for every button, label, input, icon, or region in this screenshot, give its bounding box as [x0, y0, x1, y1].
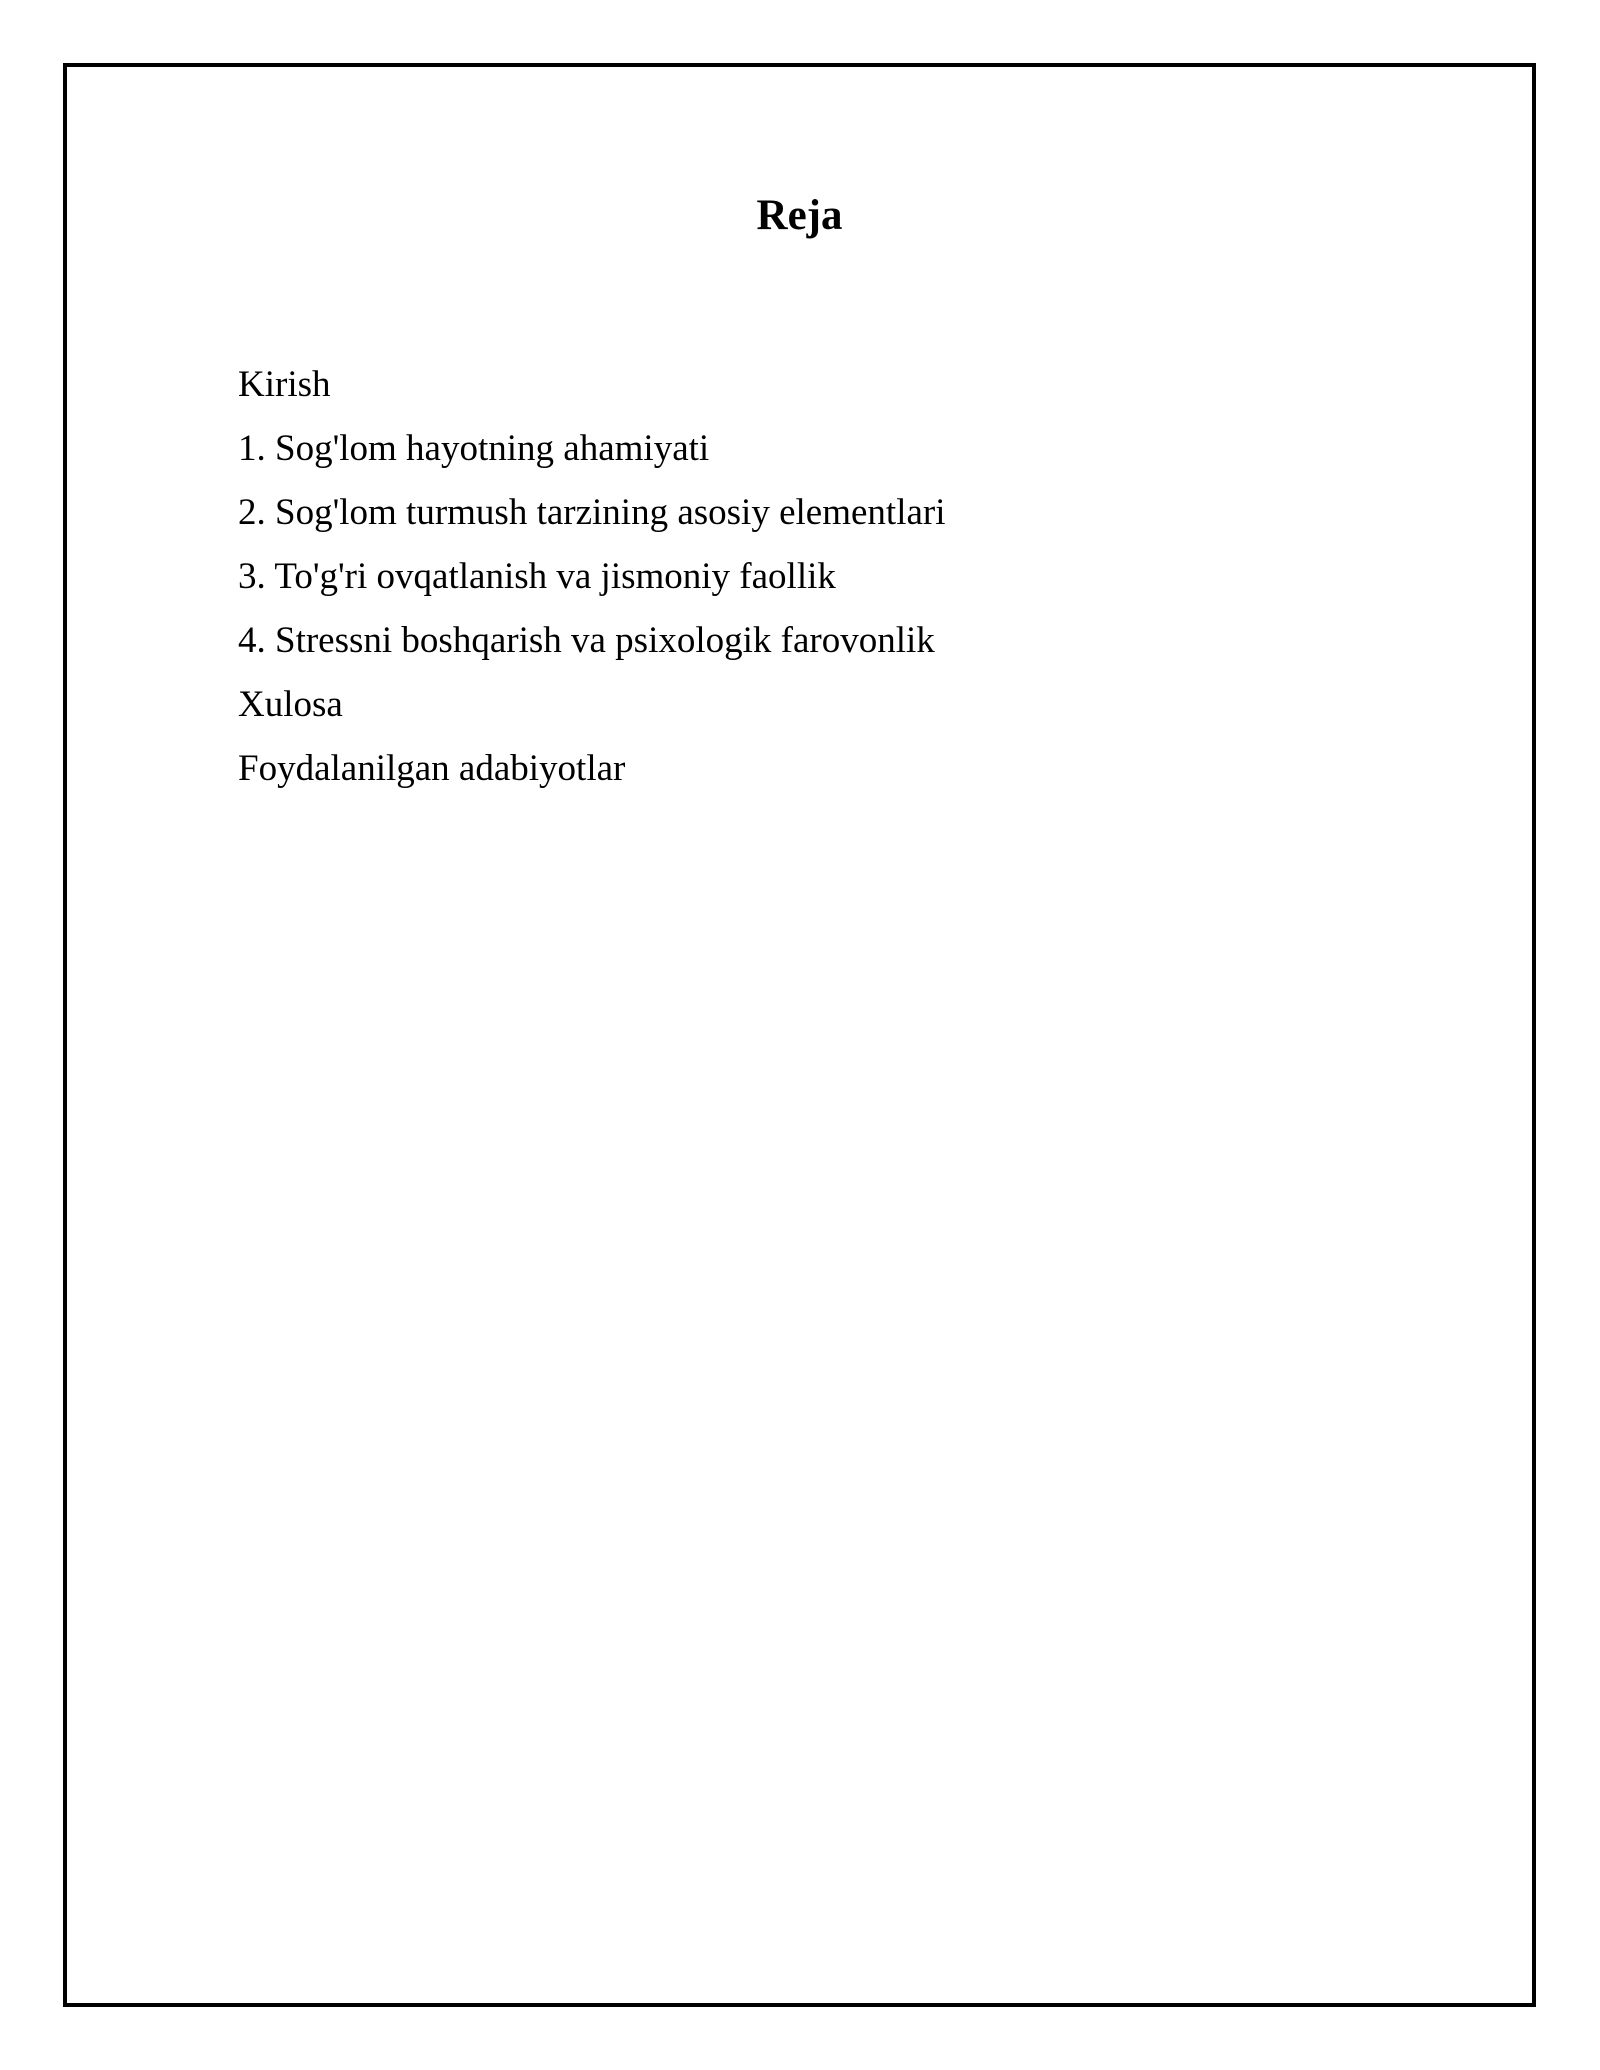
- plan-item-references: Foydalanilgan adabiyotlar: [238, 748, 626, 789]
- plan-item-1: 1. Sog'lom hayotning ahamiyati: [238, 428, 710, 469]
- plan-list: [238, 353, 946, 801]
- page-border-frame: [63, 63, 1536, 2007]
- plan-item-conclusion: Xulosa: [238, 684, 343, 725]
- plan-item-3: 3. To'g'ri ovqatlanish va jismoniy faollik: [238, 556, 836, 597]
- page-title: Reja: [756, 192, 843, 239]
- plan-item-2: 2. Sog'lom turmush tarzining asosiy elementlari: [238, 492, 946, 533]
- plan-item-introduction: Kirish: [238, 364, 331, 405]
- plan-item-4: 4. Stressni boshqarish va psixologik farovonlik: [238, 620, 935, 661]
